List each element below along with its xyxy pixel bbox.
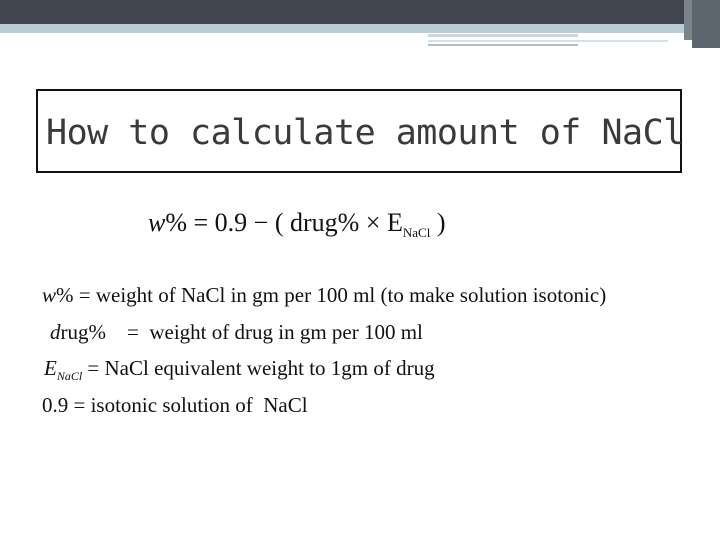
definition-e-nacl: [44, 356, 435, 384]
formula-body: % = 0.9 − ( drug% × E: [165, 208, 403, 237]
definition-drug-percent: [50, 320, 423, 345]
formula-close: ): [430, 208, 446, 237]
decorative-line: [428, 34, 578, 37]
definition-w-percent: [42, 283, 606, 308]
definition-text: = weight of drug in gm per 100 ml: [106, 320, 423, 344]
definition-term: w: [42, 283, 57, 307]
definition-term-rest: %: [56, 283, 74, 307]
corner-accent-block-2: [684, 0, 692, 40]
definition-text: = weight of NaCl in gm per 100 ml (to make solution isotonic): [73, 283, 607, 307]
definition-isotonic: [42, 393, 308, 418]
top-header-bar: [0, 0, 720, 24]
definition-term-rest: rug%: [60, 320, 106, 344]
corner-accent-block: [692, 0, 720, 48]
definition-text: = isotonic solution of NaCl: [68, 393, 308, 417]
top-accent-bar-strong: [0, 24, 690, 33]
decorative-line: [428, 40, 668, 42]
definition-term: E: [44, 356, 57, 380]
definition-term-rest: 0.9: [42, 393, 69, 417]
slide-title: How to calculate amount of NaCl: [46, 113, 684, 153]
definition-subscript: NaCl: [56, 369, 83, 383]
definition-term: d: [50, 320, 61, 344]
title-box: [36, 89, 682, 173]
formula-subscript: NaCl: [402, 225, 431, 240]
definition-text: = NaCl equivalent weight to 1gm of drug: [82, 356, 435, 380]
decorative-line: [428, 44, 578, 46]
main-formula: [148, 208, 445, 241]
formula-lhs-variable: w: [148, 208, 166, 237]
